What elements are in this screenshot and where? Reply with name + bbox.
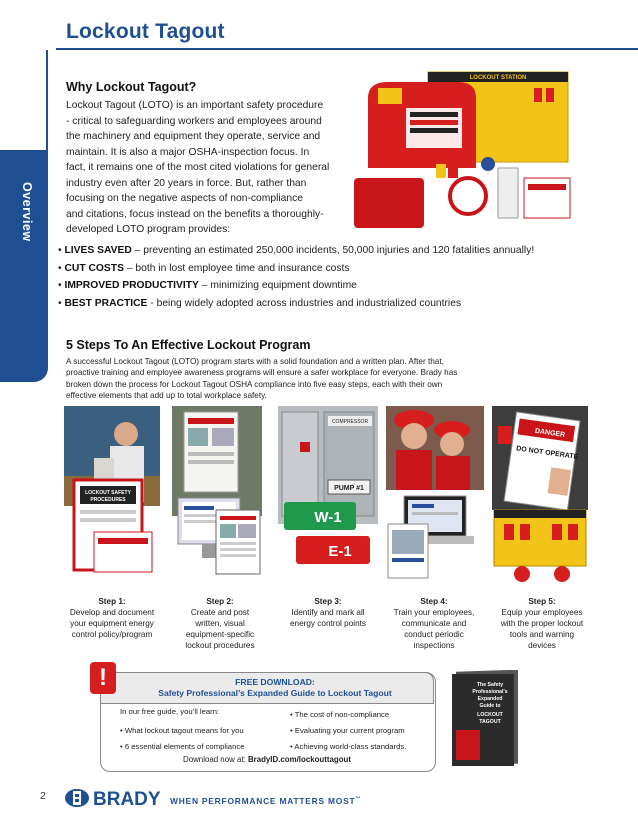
benefit-text: – minimizing equipment downtime [198,280,357,291]
benefit-label: LIVES SAVED [64,245,132,256]
benefit-item: • CUT COSTS – both in lost employee time and insurance costs [58,262,350,274]
download-list-left [120,723,244,755]
why-line: developed LOTO program provides: [66,224,231,235]
book-line: TAGOUT [479,719,501,725]
steps-intro-line: broken down the process for Lockout Tagout OSHA compliance into five easy steps, each with their own [66,379,443,389]
download-heading-line2: Safety Professional’s Expanded Guide to Lockout Tagout [158,688,392,698]
tagline-text: WHEN PERFORMANCE MATTERS MOST [170,796,356,806]
step3-caption [272,596,384,629]
steps-intro-line: A successful Lockout Tagout (LOTO) program starts with a solid foundation and a written plan. After that, [66,357,444,366]
step-title: Step 3: [314,597,342,606]
step-line: Develop and document [69,608,155,617]
step-line: Create and post [190,608,250,617]
step-line: your equipment energy [70,619,154,628]
download-heading [120,677,430,699]
step2-photo [172,406,262,588]
why-paragraph [66,98,346,238]
download-item: • The cost of non-compliance [290,710,390,719]
side-tab-label: Overview [20,182,34,242]
why-line: fact, it remains one of the most cited violations for general [66,162,330,173]
benefit-label: IMPROVED PRODUCTIVITY [64,280,199,291]
benefit-item: • LIVES SAVED – preventing an estimated 250,000 incidents, 50,000 injuries and 120 fatalities annually! [58,245,535,256]
w1-label: W-1 [314,509,342,526]
why-line: focusing on the negative aspects of non-compliance [66,193,303,204]
download-item: • 6 essential elements of compliance [120,742,245,751]
why-line: Lockout Tagout (LOTO) is an important safety procedure [66,100,324,111]
steps-intro-line: effective elements that add up to total workplace safety. [66,390,267,400]
svg-text:PROCEDURES: PROCEDURES [90,497,126,503]
step-line: tools and warning [509,630,575,639]
step-line: communicate and [401,619,467,628]
why-line: industry even after 20 years in force. But, rather than [66,177,307,189]
benefit-label: BEST PRACTICE [64,297,148,309]
step-line: devices [528,641,556,650]
page-title: Lockout Tagout [66,20,225,43]
step5-photo [492,406,588,588]
benefit-text: – preventing an estimated 250,000 incidents, 50,000 injuries and 120 fatalities annually! [131,245,535,256]
svg-text:LOCKOUT SAFETY: LOCKOUT SAFETY [85,490,131,496]
benefit-text: – both in lost employee time and insurance costs [123,262,350,274]
step-line: inspections [413,641,455,650]
guide-book-cover [450,670,520,768]
step2-caption [164,596,276,651]
step-line: control policy/program [71,630,153,639]
step-title: Step 1: [98,597,126,606]
why-line: maintain. It is also a major OSHA-inspection focus. In [66,146,310,158]
station-label: LOCKOUT STATION [469,75,527,81]
brady-wordmark: BRADY [93,789,161,810]
book-line: The Safety [476,682,504,688]
page-number: 2 [40,790,46,802]
alert-icon: ! [90,662,116,694]
download-lead: In our free guide, you’ll learn: [120,707,220,716]
step-line: energy control points [289,619,366,628]
benefit-item: • IMPROVED PRODUCTIVITY – minimizing equipment downtime [58,280,357,291]
benefit-label: CUT COSTS [64,262,124,274]
step-line: Train your employees, [393,608,475,617]
step5-caption [486,596,598,651]
e1-label: E-1 [328,543,352,560]
step-line: conduct periodic [404,630,464,639]
benefit-text: - being widely adopted across industries and industrialized countries [147,297,462,309]
danger-label: DANGER [534,427,566,439]
do-not-operate-label: DO NOT OPERATE [515,445,579,461]
book-line: LOCKOUT [477,712,503,718]
step3-photo [278,406,378,588]
book-line: Professional's [472,689,508,695]
step-line: equipment-specific [185,630,255,639]
why-heading: Why Lockout Tagout? [66,80,197,94]
steps-intro-line: proactive training and employee awareness programs will ensure a safer workplace for everyone. Brady has [66,368,458,378]
brady-logo [64,786,168,810]
download-cta-prefix: Download now at: [183,755,248,764]
side-tab-line [46,50,48,150]
download-item: • What lockout tagout means for you [120,726,244,735]
download-item: • Evaluating your current program [290,726,405,735]
step4-photo [386,406,484,588]
svg-text:COMPRESSOR: COMPRESSOR [331,419,369,425]
download-list-right [290,707,406,755]
step1-photo [64,406,160,588]
step-line: with the proper lockout [500,619,584,628]
steps-intro [66,356,590,401]
tagline [170,796,361,806]
book-line: Expanded [477,696,503,702]
step4-caption [378,596,490,651]
download-heading-line1: FREE DOWNLOAD: [235,677,315,687]
title-rule [56,48,638,50]
download-link[interactable]: BradyID.com/lockouttagout [247,755,351,764]
why-line: the machinery and equipment they operate, service and [66,131,321,142]
download-item: • Achieving world-class standards. [290,742,407,751]
lockout-kit-photo [348,68,576,236]
step-title: Step 5: [528,597,556,606]
benefit-item: • BEST PRACTICE - being widely adopted across industries and industrialized countries [58,297,462,309]
why-line: - critical to safeguarding workers and employees around [66,115,322,127]
step-line: written, visual [195,619,245,628]
benefit-list [58,242,628,312]
step-title: Step 2: [206,597,234,606]
step-line: lockout procedures [185,641,255,650]
step-line: Identify and mark all [291,608,365,617]
why-line: and citations, focus instead on the benefits a thoroughly- [66,208,324,220]
step-title: Step 4: [420,597,448,606]
step-line: Equip your employees [501,608,583,617]
download-cta [104,755,430,764]
pump-label: PUMP #1 [334,485,364,492]
steps-heading: 5 Steps To An Effective Lockout Program [66,338,311,352]
tagline-tm: ™ [355,796,362,803]
step1-caption [56,596,168,640]
book-line: Guide to [479,703,501,709]
